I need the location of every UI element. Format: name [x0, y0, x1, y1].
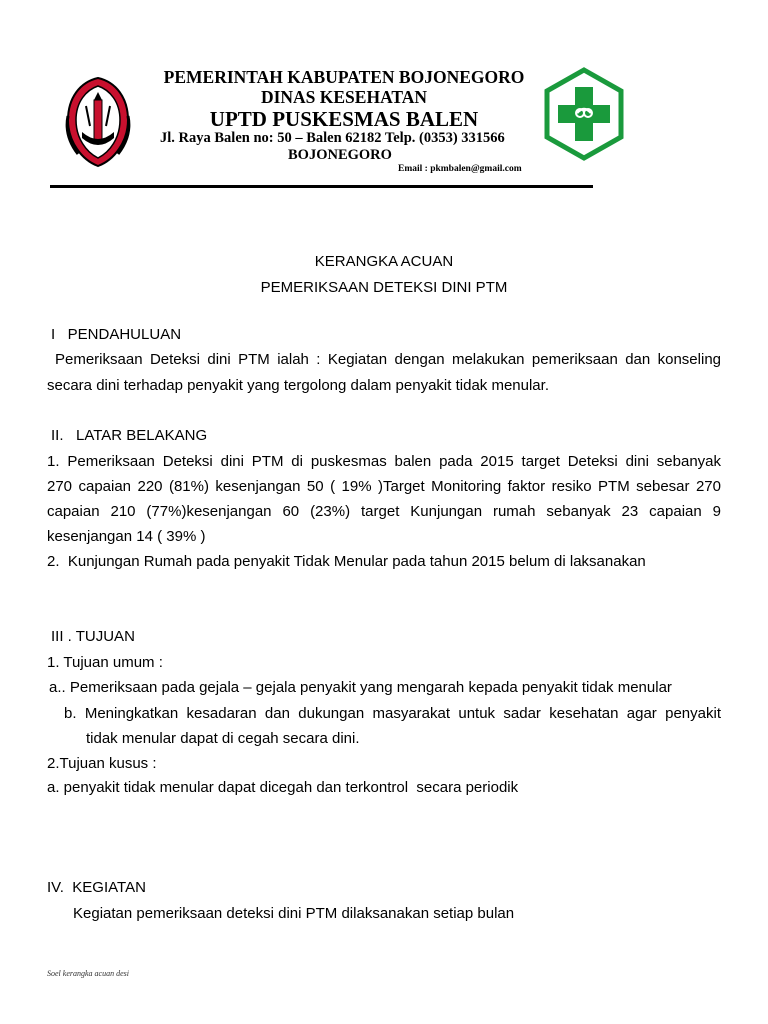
- kegiatan-line-1: Kegiatan pemeriksaan deteksi dini PTM dilaksanakan setiap bulan: [73, 905, 515, 922]
- tujuan-umum-a: a.. Pemeriksaan pada gejala – gejala penyakit yang mengarah kepada penyakit tidak menular: [49, 679, 672, 696]
- letterhead-city: BOJONEGORO: [288, 147, 392, 163]
- letterhead-address: Jl. Raya Balen no: 50 – Balen 62182 Telp. (0353) 331566: [160, 130, 505, 146]
- tujuan-kusus: 2.Tujuan kusus :: [47, 755, 157, 772]
- document-title: KERANGKA ACUAN: [314, 253, 454, 270]
- section-heading-tujuan: III . TUJUAN: [51, 628, 135, 645]
- pendahuluan-line-2: secara dini terhadap penyakit yang tergolong dalam penyakit tidak menular.: [47, 377, 549, 394]
- latar-line-5: 2. Kunjungan Rumah pada penyakit Tidak Menular pada tahun 2015 belum di laksanakan: [47, 553, 646, 570]
- document-subtitle: PEMERIKSAAN DETEKSI DINI PTM: [260, 279, 508, 296]
- puskesmas-logo-icon: [543, 67, 625, 161]
- letterhead-divider: [50, 185, 593, 188]
- section-heading-latar-belakang: II. LATAR BELAKANG: [51, 427, 208, 444]
- tujuan-kusus-a: a. penyakit tidak menular dapat dicegah dan terkontrol secara periodik: [47, 779, 519, 796]
- letterhead-department: DINAS KESEHATAN: [260, 87, 428, 107]
- tujuan-umum-b-line-2: tidak menular dapat di cegah secara dini.: [86, 730, 360, 747]
- section-heading-kegiatan: IV. KEGIATAN: [47, 879, 146, 896]
- page-footer: Soel kerangka acuan desi: [47, 969, 129, 978]
- latar-line-1: 1. Pemeriksaan Deteksi dini PTM di puskesmas balen pada 2015 target Deteksi dini sebanyak: [47, 453, 721, 470]
- latar-line-4: kesenjangan 14 ( 39% ): [47, 528, 206, 545]
- letterhead-government: PEMERINTAH KABUPATEN BOJONEGORO: [163, 67, 525, 87]
- latar-line-3: capaian 210 (77%)kesenjangan 60 (23%) target Kunjungan rumah sebanyak 23 capaian 9: [47, 503, 721, 520]
- tujuan-umum-b-line-1: b. Meningkatkan kesadaran dan dukungan masyarakat untuk sadar kesehatan agar penyakit: [64, 705, 721, 722]
- pendahuluan-line-1: Pemeriksaan Deteksi dini PTM ialah : Kegiatan dengan melakukan pemeriksaan dan konseling: [55, 351, 721, 368]
- bojonegoro-crest-icon: [64, 76, 132, 168]
- letterhead-email: Email : pkmbalen@gmail.com: [398, 164, 522, 174]
- latar-line-2: 270 capaian 220 (81%) kesenjangan 50 ( 19% )Target Monitoring faktor resiko PTM sebesar 270: [47, 478, 721, 495]
- letterhead-institution: UPTD PUSKESMAS BALEN: [209, 107, 479, 131]
- tujuan-umum: 1. Tujuan umum :: [47, 654, 163, 671]
- section-heading-pendahuluan: I PENDAHULUAN: [51, 326, 182, 343]
